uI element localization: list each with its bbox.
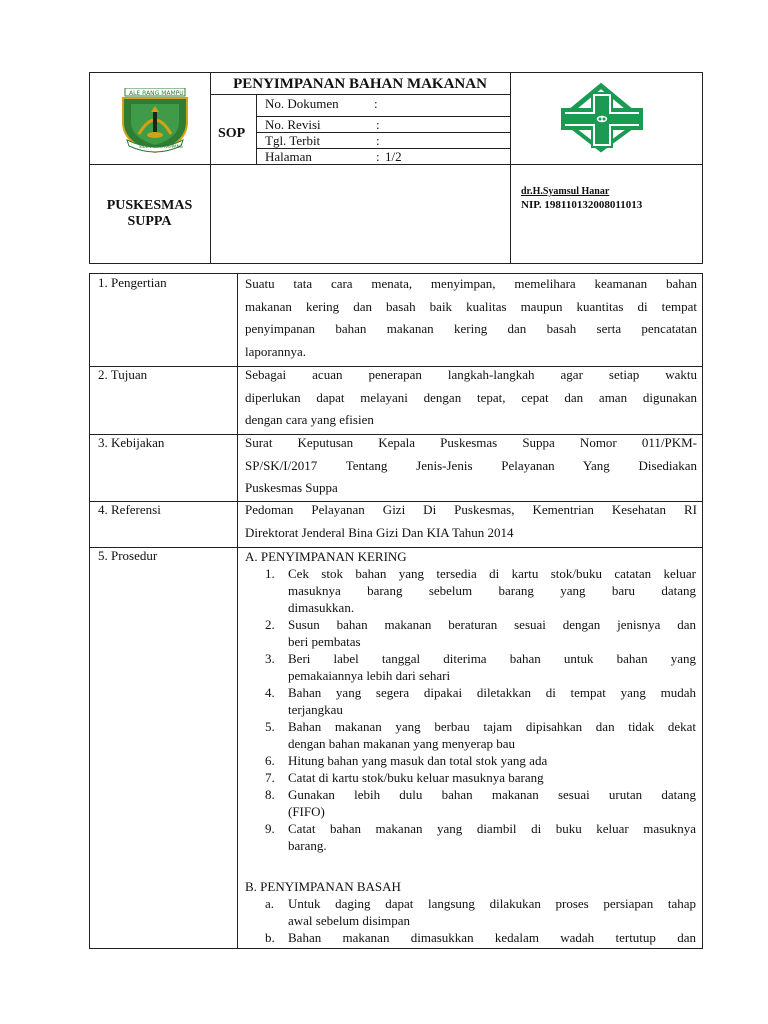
list-item <box>288 684 696 718</box>
list-item-line: Susun bahan makanan beraturan sesuai dengan jenisnya dan <box>288 617 696 632</box>
list-item-number: 7. <box>265 770 275 785</box>
text-line: makanan kering dan basah baik kualitas maupun kuantitas di tempat <box>245 298 697 314</box>
list-item <box>288 565 696 616</box>
heading-penyimpanan-basah: B. PENYIMPANAN BASAH <box>245 879 401 894</box>
svg-text:ALE RANG MAMPU: ALE RANG MAMPU <box>129 90 184 97</box>
list-item-number: a. <box>265 896 275 911</box>
org-name <box>90 198 209 230</box>
list-item-line: Bahan yang segera dipakai diletakkan di tempat yang mudah <box>288 685 696 700</box>
regency-logo-caption: SIDENRENG RAPPANG <box>139 144 183 149</box>
list-item <box>288 616 696 650</box>
list-item <box>288 786 696 820</box>
puskesmas-cross-logo <box>557 82 647 154</box>
list-item <box>288 752 696 769</box>
list-item-line: masuknya barang sebelum barang yang baru datang <box>288 583 696 598</box>
text-pengertian <box>245 273 697 363</box>
org-name-line2: SUPPA <box>127 214 172 229</box>
text-line: SP/SK/I/2017 Tentang Jenis-Jenis Pelayanan Yang Disediakan <box>245 457 697 473</box>
list-item-line: terjangkau <box>288 702 343 717</box>
list-item-number: 4. <box>265 685 275 700</box>
field-no-revisi <box>265 118 505 132</box>
list-item-line: barang. <box>288 838 327 853</box>
list-item-line: Catat di kartu stok/buku keluar masuknya barang <box>288 770 544 785</box>
field-sep: : <box>376 133 380 148</box>
list-item-line: pemakaiannya lebih dari sehari <box>288 668 451 683</box>
label-referensi: 4. Referensi <box>98 502 161 517</box>
list-item <box>288 769 696 786</box>
list-item-line: (FIFO) <box>288 804 325 819</box>
list-item-number: 5. <box>265 719 275 734</box>
label-pengertian: 1. Pengertian <box>98 275 167 290</box>
list-item-line: Cek stok bahan yang tersedia di kartu stok/buku catatan keluar <box>288 566 696 581</box>
field-label: No. Dokumen <box>265 96 339 111</box>
list-item-line: Hitung bahan yang masuk dan total stok yang ada <box>288 753 548 768</box>
text-line: laporannya. <box>245 343 307 359</box>
org-name-line1: PUSKESMAS <box>106 198 193 213</box>
list-item-line: dengan bahan makanan yang menyerap bau <box>288 736 516 751</box>
text-line: Pedoman Pelayanan Gizi Di Puskesmas, Kementrian Kesehatan RI <box>245 502 697 517</box>
list-item-number: 8. <box>265 787 275 802</box>
field-sep: : <box>376 149 380 164</box>
document-title: PENYIMPANAN BAHAN MAKANAN <box>233 76 487 92</box>
text-tujuan <box>245 364 697 432</box>
list-item-line: dimasukkan. <box>288 600 355 615</box>
field-label: Halaman <box>265 149 312 164</box>
text-line: dengan cara yang efisien <box>245 412 374 427</box>
signer-name: dr.H.Syamsul Hanar <box>521 186 610 197</box>
text-line: Sebagai acuan penerapan langkah-langkah agar setiap waktu <box>245 367 697 382</box>
field-tgl-terbit <box>265 134 505 148</box>
list-item-number: b. <box>265 930 275 945</box>
list-item-line: Catat bahan makanan yang diambil di buku keluar masuknya <box>288 821 696 836</box>
label-tujuan: 2. Tujuan <box>98 367 148 382</box>
text-kebijakan <box>245 432 697 500</box>
text-line: Direktorat Jenderal Bina Gizi Dan KIA Tahun 2014 <box>245 524 514 540</box>
list-item-line: Gunakan lebih dulu bahan makanan sesuai urutan datang <box>288 787 696 802</box>
field-sep: : <box>376 117 380 132</box>
list-item-number: 1. <box>265 566 275 581</box>
field-halaman <box>265 150 505 164</box>
sop-label: SOP <box>218 126 246 141</box>
list-item-line: awal sebelum disimpan <box>288 913 411 928</box>
list-item-line: Bahan makanan dimasukkan kedalam wadah tertutup dan <box>288 930 696 945</box>
regency-emblem-logo <box>117 88 193 154</box>
text-referensi <box>245 499 697 544</box>
label-prosedur: 5. Prosedur <box>98 548 158 563</box>
list-item <box>288 820 696 854</box>
signer-nip: NIP. 198110132008011013 <box>521 199 643 211</box>
sop-content-table <box>89 273 703 949</box>
list-item-number: 6. <box>265 753 275 768</box>
list-item-line: beri pembatas <box>288 634 361 649</box>
list-item-line: Beri label tanggal diterima bahan untuk bahan yang <box>288 651 696 666</box>
field-no-dokumen <box>265 97 505 111</box>
list-item <box>288 718 696 752</box>
list-item-number: 9. <box>265 821 275 836</box>
list-item-number: 2. <box>265 617 275 632</box>
text-line: Puskesmas Suppa <box>245 480 338 495</box>
list-item-line: Bahan makanan yang berbau tajam dipisahkan dan tidak dekat <box>288 719 696 734</box>
text-line: penyimpanan bahan makanan kering dan basah serta pencatatan <box>245 321 697 336</box>
text-line: diperlukan dapat melayani dengan tepat, cepat dan aman digunakan <box>245 389 697 405</box>
list-item <box>288 650 696 684</box>
list-item <box>288 895 696 929</box>
text-line: Suatu tata cara menata, menyimpan, memelihara keamanan bahan <box>245 276 697 291</box>
field-label: No. Revisi <box>265 117 321 132</box>
heading-penyimpanan-kering: A. PENYIMPANAN KERING <box>245 549 407 564</box>
label-kebijakan: 3. Kebijakan <box>98 435 165 450</box>
field-sep: : <box>374 96 378 111</box>
list-item-number: 3. <box>265 651 275 666</box>
field-label: Tgl. Terbit <box>265 133 321 148</box>
field-value: 1/2 <box>385 149 402 164</box>
text-line: Surat Keputusan Kepala Puskesmas Suppa Nomor 011/PKM- <box>245 435 697 450</box>
list-item <box>288 929 696 946</box>
list-item-line: Untuk daging dapat langsung dilakukan proses persiapan tahap <box>288 896 696 911</box>
